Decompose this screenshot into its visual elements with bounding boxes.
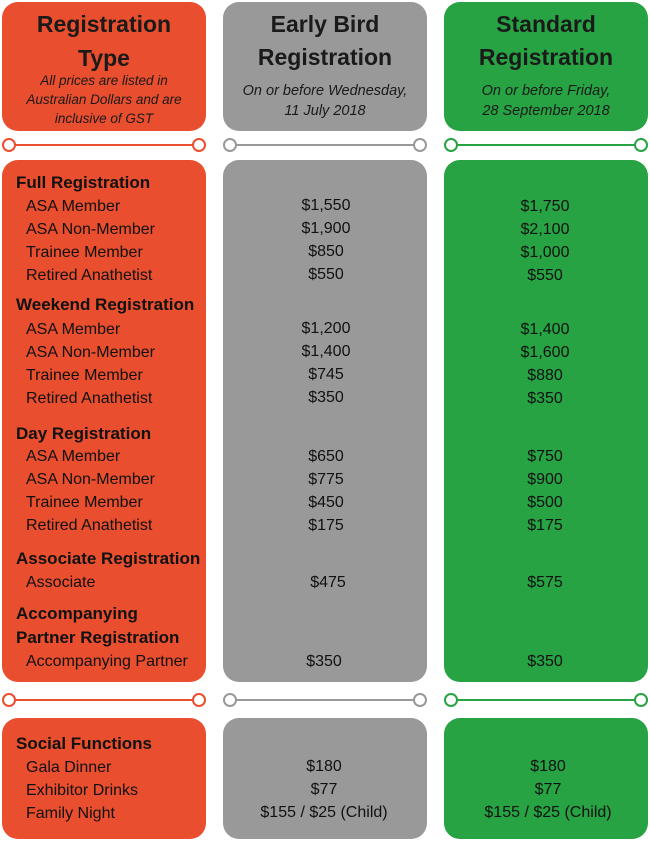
row-label: ASA Member: [26, 198, 121, 215]
standard-prices-panel: [444, 160, 648, 682]
standard-date-line2: 28 September 2018: [482, 103, 610, 119]
row-label: Family Night: [26, 805, 115, 822]
section-title-accompanying-line1: Accompanying: [16, 604, 138, 623]
standard-price: $2,100: [520, 221, 570, 238]
early-price: $77: [310, 781, 338, 798]
standard-price: $180: [530, 758, 566, 775]
early-bird-prices-panel: [223, 160, 427, 682]
standard-date-line1: On or before Friday,: [481, 83, 611, 99]
divider-connector: [223, 138, 427, 152]
section-title-associate: Associate Registration: [16, 549, 201, 568]
row-label: ASA Non-Member: [26, 471, 155, 488]
early-price: $550: [308, 266, 344, 283]
early-price: $475: [310, 574, 346, 591]
early-price: $1,900: [301, 220, 351, 237]
standard-title-line2: Registration: [478, 44, 614, 70]
early-price: $175: [308, 517, 344, 534]
standard-price: $350: [527, 653, 563, 670]
row-label: Retired Anathetist: [26, 390, 153, 407]
standard-price: $1,600: [520, 344, 570, 361]
row-label: ASA Non-Member: [26, 221, 155, 238]
standard-social-panel: [444, 718, 648, 839]
row-label: ASA Member: [26, 321, 121, 338]
early-price: $1,200: [301, 320, 351, 337]
standard-price: $77: [534, 781, 562, 798]
early-price: $180: [306, 758, 342, 775]
standard-price: $575: [527, 574, 563, 591]
standard-price: $155 / $25 (Child): [484, 804, 612, 821]
early-price: $1,400: [301, 343, 351, 360]
row-label: Exhibitor Drinks: [26, 782, 139, 799]
registration-type-title: Registration Type: [36, 11, 172, 71]
currency-note: All prices are listed in Australian Dollars and are inclusive of GST: [26, 73, 182, 126]
row-label: Trainee Member: [26, 244, 143, 261]
row-label: Accompanying Partner: [26, 653, 188, 670]
section-title-full: Full Registration: [16, 173, 151, 192]
standard-price: $500: [527, 494, 563, 511]
early-bird-social-panel: [223, 718, 427, 839]
divider-connector: [2, 693, 206, 707]
standard-header: [444, 2, 648, 131]
social-functions-panel: [2, 718, 206, 839]
standard-title-line1: Standard: [496, 11, 596, 37]
section-title-social: Social Functions: [16, 734, 153, 753]
row-label: Gala Dinner: [26, 759, 112, 776]
early-price: $775: [308, 471, 344, 488]
standard-price: $1,400: [520, 321, 570, 338]
row-label: Retired Anathetist: [26, 267, 153, 284]
row-label: Retired Anathetist: [26, 517, 153, 534]
early-bird-header: [223, 2, 427, 131]
standard-price: $550: [527, 267, 563, 284]
early-bird-title-line2: Registration: [257, 44, 393, 70]
registration-types-panel: [2, 160, 206, 682]
early-price: $450: [308, 494, 344, 511]
early-price: $350: [308, 389, 344, 406]
section-title-day: Day Registration: [16, 424, 152, 443]
early-price: $350: [306, 653, 342, 670]
early-price: $650: [308, 448, 344, 465]
row-label: Trainee Member: [26, 367, 143, 384]
standard-price: $880: [527, 367, 563, 384]
early-price: $155 / $25 (Child): [260, 804, 388, 821]
standard-price: $175: [527, 517, 563, 534]
row-label: Trainee Member: [26, 494, 143, 511]
section-title-weekend: Weekend Registration: [16, 295, 195, 314]
early-price: $1,550: [301, 197, 351, 214]
divider-connector: [444, 138, 648, 152]
section-title-accompanying-line2: Partner Registration: [16, 628, 180, 647]
early-bird-date-line1: On or before Wednesday,: [242, 83, 408, 99]
registration-type-header: [2, 2, 206, 131]
divider-connector: [2, 138, 206, 152]
early-bird-title-line1: Early Bird: [270, 11, 380, 37]
row-label: Associate: [26, 574, 96, 591]
early-price: $745: [308, 366, 344, 383]
standard-price: $1,750: [520, 198, 570, 215]
divider-connector: [223, 693, 427, 707]
standard-price: $750: [527, 448, 563, 465]
standard-price: $350: [527, 390, 563, 407]
standard-price: $1,000: [520, 244, 570, 261]
divider-connector: [444, 693, 648, 707]
early-bird-date-line2: 11 July 2018: [284, 103, 366, 119]
early-price: $850: [308, 243, 344, 260]
row-label: ASA Non-Member: [26, 344, 155, 361]
standard-price: $900: [527, 471, 563, 488]
row-label: ASA Member: [26, 448, 121, 465]
